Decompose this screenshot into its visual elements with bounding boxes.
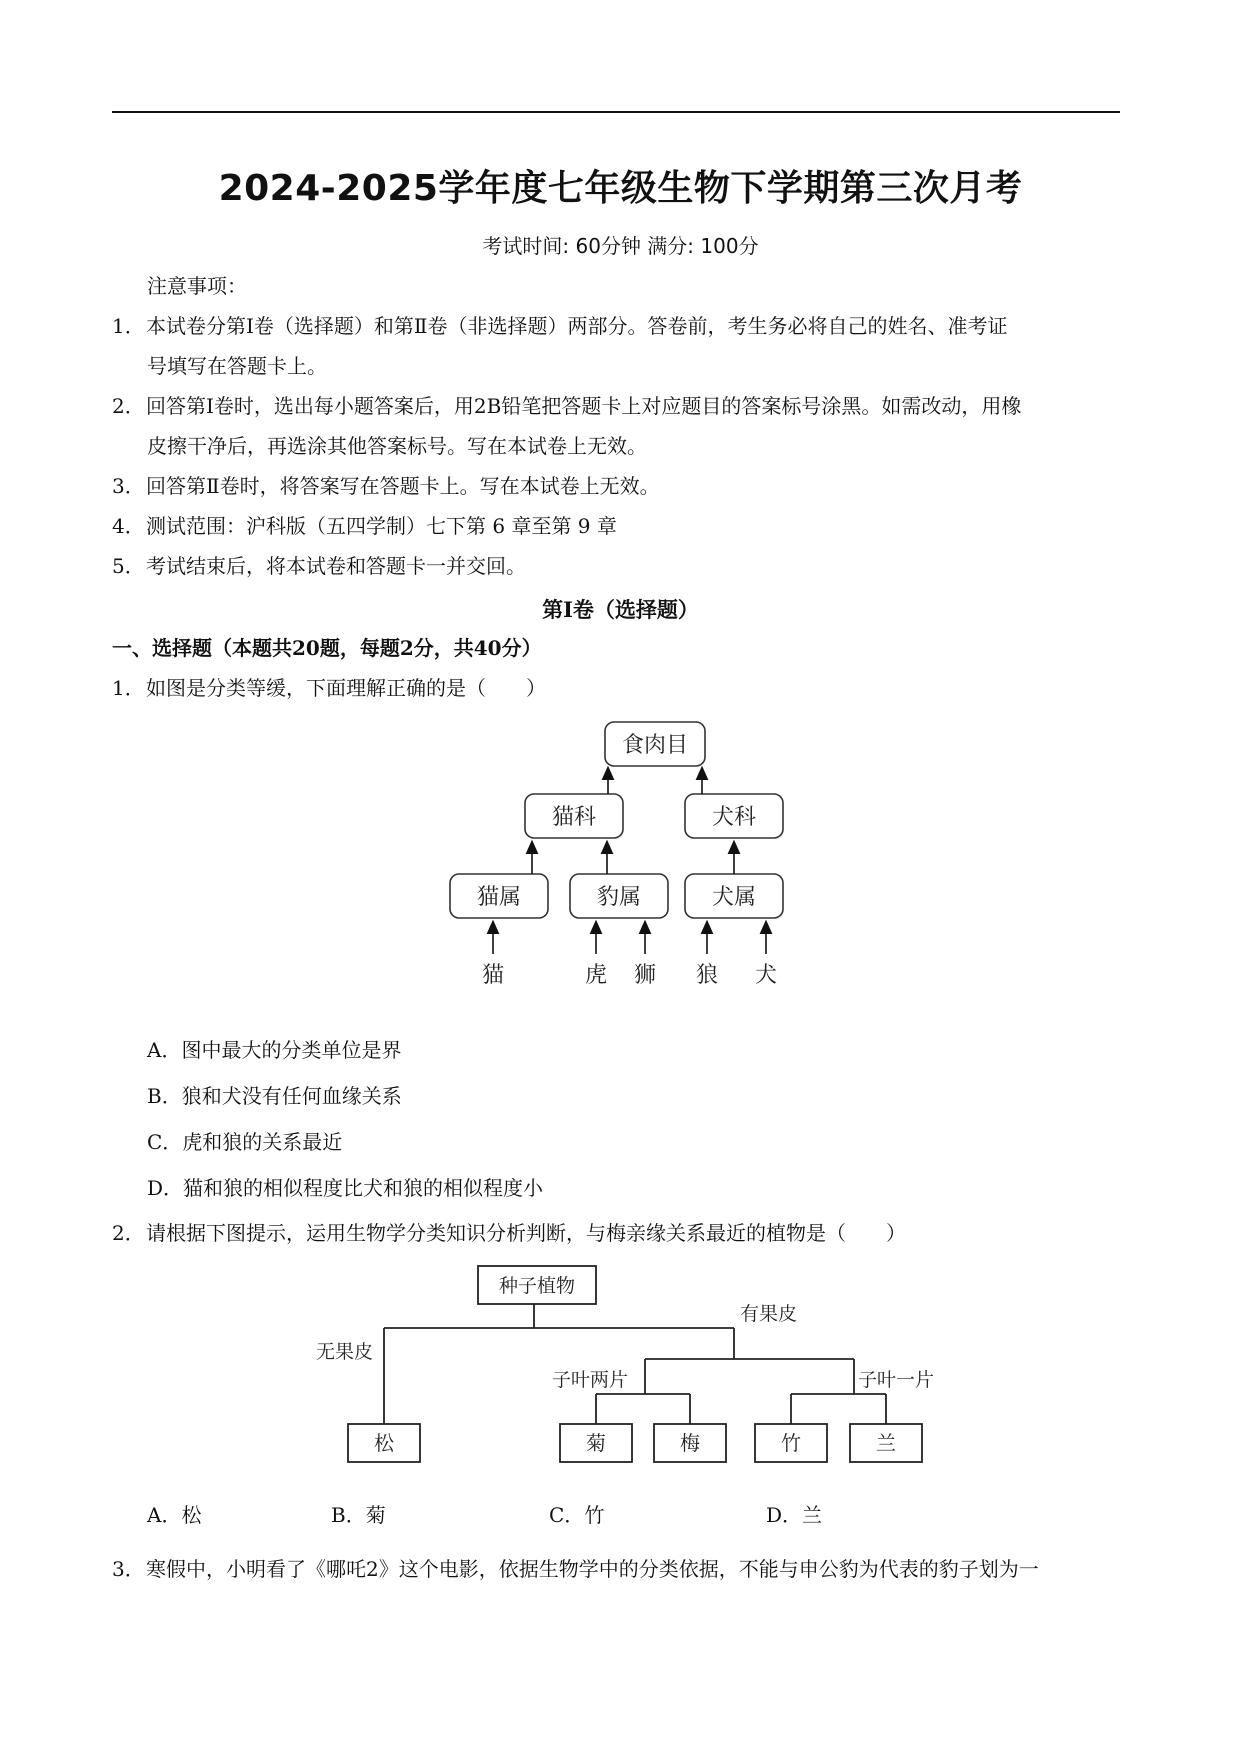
note-number: 5． <box>112 554 145 578</box>
plant-label-bamboo: 竹 <box>781 1431 801 1455</box>
part-title: 第Ⅰ卷（选择题） <box>542 597 699 622</box>
q1-option-d[interactable] <box>147 1174 543 1202</box>
note-text: 回答第Ⅰ卷时，选出每小题答案后，用2B铅笔把答题卡上对应题目的答案标号涂黑。如需改动，用橡 <box>146 394 1022 418</box>
genus-label-canis: 犬属 <box>711 885 757 910</box>
question-number: 2． <box>112 1221 145 1245</box>
family-label-cat: 猫科 <box>551 805 597 830</box>
q2-option-a[interactable] <box>147 1501 201 1529</box>
option-letter: B． <box>147 1084 182 1108</box>
question-2-stem <box>112 1219 906 1247</box>
q2-option-b[interactable] <box>331 1501 386 1529</box>
species-label-tiger: 虎 <box>584 963 608 988</box>
option-text: 松 <box>181 1503 202 1527</box>
q1-option-a[interactable] <box>147 1036 401 1064</box>
taxonomy-diagram <box>440 718 800 988</box>
option-text: 猫和狼的相似程度比犬和狼的相似程度小 <box>183 1176 544 1200</box>
no-pericarp-label: 无果皮 <box>316 1341 374 1363</box>
has-pericarp-label: 有果皮 <box>740 1303 798 1325</box>
question-text: 请根据下图提示，运用生物学分类知识分析判断，与梅亲缘关系最近的植物是（ ） <box>146 1221 906 1245</box>
plant-label-orchid: 兰 <box>876 1431 896 1455</box>
species-label-dog: 犬 <box>754 963 778 988</box>
option-text: 图中最大的分类单位是界 <box>181 1038 402 1062</box>
note-text: 回答第Ⅱ卷时，将答案写在答题卡上。写在本试卷上无效。 <box>146 474 660 498</box>
section-heading: 一、选择题（本题共20题，每题2分，共40分） <box>112 636 542 660</box>
note-text: 本试卷分第Ⅰ卷（选择题）和第Ⅱ卷（非选择题）两部分。答卷前，考生务必将自己的姓名、准考证 <box>146 314 1008 338</box>
plant-label-chrysanthemum: 菊 <box>586 1431 606 1455</box>
note-item-2 <box>112 392 1021 420</box>
note-item-2-cont: 皮擦干净后，再选涂其他答案标号。写在本试卷上无效。 <box>147 434 647 458</box>
note-number: 2． <box>112 394 145 418</box>
option-letter: C． <box>549 1503 585 1527</box>
note-number: 1． <box>112 314 145 338</box>
species-label-lion: 狮 <box>633 963 657 988</box>
note-item-1 <box>112 312 1008 340</box>
option-text: 狼和犬没有任何血缘关系 <box>181 1084 402 1108</box>
notes-heading: 注意事项： <box>147 274 247 298</box>
option-letter: D． <box>766 1503 803 1527</box>
question-3-stem <box>112 1555 1039 1583</box>
one-cotyledon-label: 子叶一片 <box>858 1369 935 1391</box>
note-item-3 <box>112 472 660 500</box>
genus-label-panthera: 豹属 <box>596 885 642 910</box>
option-letter: A． <box>147 1038 182 1062</box>
note-text: 测试范围：沪科版（五四学制）七下第 6 章至第 9 章 <box>146 514 617 538</box>
note-item-4 <box>112 512 617 540</box>
option-letter: C． <box>147 1130 183 1154</box>
genus-label-cat: 猫属 <box>476 885 522 910</box>
root-label: 种子植物 <box>498 1275 576 1297</box>
question-number: 1． <box>112 676 145 700</box>
plant-label-pine: 松 <box>374 1431 394 1455</box>
note-item-5 <box>112 552 526 580</box>
species-label-cat: 猫 <box>481 963 505 988</box>
option-letter: D． <box>147 1176 184 1200</box>
option-text: 竹 <box>584 1503 605 1527</box>
question-text: 寒假中，小明看了《哪吒2》这个电影，依据生物学中的分类依据，不能与申公豹为代表的豹子划为一 <box>146 1557 1039 1581</box>
note-item-1-cont: 号填写在答题卡上。 <box>147 354 327 378</box>
order-label: 食肉目 <box>621 733 689 758</box>
option-letter: A． <box>147 1503 182 1527</box>
note-number: 4． <box>112 514 145 538</box>
note-text: 考试结束后，将本试卷和答题卡一并交回。 <box>146 554 526 578</box>
family-label-dog: 犬科 <box>711 805 757 830</box>
option-text: 虎和狼的关系最近 <box>182 1130 343 1154</box>
note-number: 3． <box>112 474 145 498</box>
option-letter: B． <box>331 1503 366 1527</box>
plant-classification-diagram <box>300 1264 960 1480</box>
option-text: 兰 <box>802 1503 823 1527</box>
q2-option-c[interactable] <box>549 1501 604 1529</box>
q2-option-d[interactable] <box>766 1501 822 1529</box>
question-text: 如图是分类等缓，下面理解正确的是（ ） <box>146 676 546 700</box>
exam-info: 考试时间: 60分钟 满分: 100分 <box>482 234 759 258</box>
species-label-wolf: 狼 <box>695 963 719 988</box>
two-cotyledons-label: 子叶两片 <box>552 1369 629 1391</box>
question-1-stem <box>112 674 546 702</box>
page-title: 2024-2025学年度七年级生物下学期第三次月考 <box>218 168 1023 209</box>
option-text: 菊 <box>365 1503 386 1527</box>
header-rule <box>112 111 1120 113</box>
question-number: 3． <box>112 1557 145 1581</box>
q1-option-c[interactable] <box>147 1128 342 1156</box>
q1-option-b[interactable] <box>147 1082 402 1110</box>
plant-label-plum: 梅 <box>680 1431 700 1455</box>
